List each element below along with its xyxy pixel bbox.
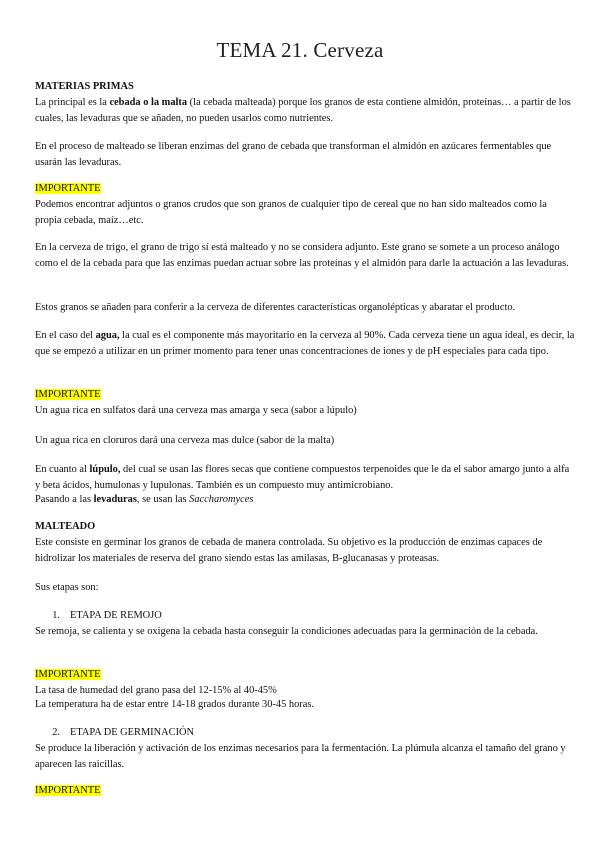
- text-run: (la cebada malteada) porque los granos de esta contiene almidón, proteínas… a partir de los cuales, las levaduras que se añaden, no pueden usarlos como nutrientes.: [35, 97, 571, 124]
- paragraph-germinacion: Se produce la liberación y activación de los enzimas necesarios para la fermentación. La plúmula alcanza el tamaño del grano y aparecen las raicillas.: [35, 743, 566, 770]
- text-run: la cual es el componente más mayoritario en la cerveza al 90%. Cada cerveza tiene un agua ideal, es decir, la que se empezó a utilizar en un primer momento para tener unas concentraciones de iones y de pH especiales para cada tipo.: [35, 330, 575, 357]
- paragraph-etapas-intro: Sus etapas son:: [35, 582, 99, 593]
- text-run: La principal es la: [35, 97, 110, 108]
- paragraph-remojo: Se remoja, se calienta y se oxigena la cebada hasta conseguir la condiciones adecuadas para la germinación de la cebada.: [35, 626, 538, 637]
- paragraph-granos-anadidos: Estos granos se añaden para conferir a la cerveza de diferentes características organolépticas y abaratar el producto.: [35, 302, 516, 313]
- bold-term: lúpulo,: [89, 464, 121, 475]
- paragraph-sulfatos: Un agua rica en sulfatos dará una cerveza mas amarga y seca (sabor a lúpulo): [35, 405, 357, 416]
- text-run: , se usan las: [136, 494, 190, 505]
- list-item-remojo: [40, 608, 580, 624]
- paragraph-malteado-enzimas: En el proceso de malteado se liberan enzimas del grano de cebada que transforman el almidón en azúcares fermentables que usarán las levaduras.: [35, 141, 552, 168]
- list-number: 1.: [52, 610, 60, 621]
- list-label: ETAPA DE REMOJO: [70, 610, 162, 621]
- important-label-4: [35, 783, 575, 799]
- list-item-germinacion: [40, 725, 580, 741]
- bold-term: levaduras: [93, 494, 137, 505]
- text-run: Pasando a las: [35, 494, 94, 505]
- italic-term: Saccharomyces: [189, 494, 254, 505]
- highlight-text: IMPORTANTE: [35, 183, 101, 194]
- section-heading-malteado: MALTEADO: [35, 521, 96, 532]
- list-number: 2.: [52, 727, 60, 738]
- important-label-2: [35, 387, 575, 403]
- bold-term: agua,: [95, 330, 120, 341]
- paragraph-lupulo: [35, 462, 575, 494]
- paragraph-temperatura: La temperatura ha de estar entre 14-18 grados durante 30-45 horas.: [35, 699, 314, 710]
- list-label: ETAPA DE GERMINACIÓN: [70, 727, 195, 738]
- paragraph-adjuntos: Podemos encontrar adjuntos o granos crudos que son granos de cualquier tipo de cereal que no han sido malteados como la propia cebada, maíz…etc.: [35, 199, 547, 226]
- paragraph-humedad: La tasa de humedad del grano pasa del 12-15% al 40-45%: [35, 685, 277, 696]
- paragraph-trigo: En la cerveza de trigo, el grano de trigo sí está malteado y no se considera adjunto. Este grano se somete a un proceso análogo como el de la cebada para que las enzimas puedan actuar sobre las proteínas y el almidón para darle la actuación a las levaduras.: [35, 242, 569, 269]
- paragraph-levaduras: [35, 492, 575, 508]
- highlight-text: IMPORTANTE: [35, 389, 101, 400]
- highlight-text: IMPORTANTE: [35, 669, 101, 680]
- paragraph-cebada: [35, 95, 575, 127]
- bold-term: cebada o la malta: [109, 97, 188, 108]
- paragraph-agua: [35, 328, 575, 360]
- text-run: del cual se usan las flores secas que contiene compuestos terpenoides que le da el sabor amargo junto a alfa y beta ácidos, humulonas y lupulonas. También es un compuesto muy antimicrobiano.: [35, 464, 570, 491]
- section-heading-materias-primas: MATERIAS PRIMAS: [35, 81, 134, 92]
- highlight-text: IMPORTANTE: [35, 785, 101, 796]
- page-title: TEMA 21. Cerveza: [216, 38, 384, 62]
- important-label-3: [35, 667, 575, 683]
- paragraph-malteado-intro: Este consiste en germinar los granos de cebada de manera controlada. Su objetivo es la producción de enzimas capaces de hidrolizar los materiales de reserva del grano siendo estas las amilasas, B-glucanasas y proteasas.: [35, 537, 543, 564]
- paragraph-cloruros: Un agua rica en cloruros dará una cerveza mas dulce (sabor de la malta): [35, 435, 335, 446]
- text-run: En cuanto al: [35, 464, 90, 475]
- text-run: En el caso del: [35, 330, 96, 341]
- important-label-1: [35, 181, 575, 197]
